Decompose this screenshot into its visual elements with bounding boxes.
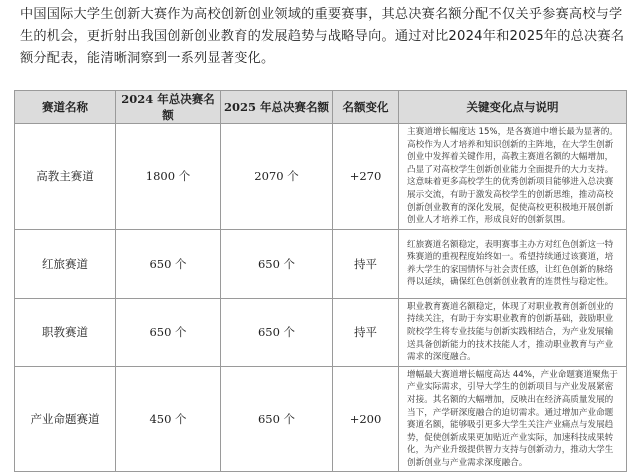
change-note: 职业教育赛道名额稳定，体现了对职业教育创新创业的持续关注，有助于夯实职业教育的创新基础，鼓励职业院校学生将专业技能与创新实践相结合，为产业发展输送具备创新能力的技术技能人才，推动职业教育与产业需求的深度融合。 <box>399 298 627 366</box>
header-key-notes: 关键变化点与说明 <box>399 91 627 124</box>
intro-paragraph: 中国国际大学生创新大赛作为高校创新创业领域的重要赛事，其总决赛名额分配不仅关乎参赛高校与学生的机会，更折射出我国创新创业教育的发展趋势与战略导向。通过对比2024年和2025年的总决赛名额分配表，能清晰洞察到一系列显著变化。 <box>20 7 625 66</box>
table-row <box>15 124 627 230</box>
quota-2025: 650 个 <box>221 366 333 472</box>
change-note: 红旅赛道名额稳定，表明赛事主办方对红色创新这一特殊赛道的重视程度始终如一。希望持续通过该赛道，培养大学生的家国情怀与社会责任感，让红色创新的脉络得以延续，确保红色创新创业教育的连贯性与稳定性。 <box>399 229 627 298</box>
change-note: 主赛道增长幅度达 15%，是各赛道中增长最为显著的。高校作为人才培养和知识创新的主阵地，在大学生创新创业中发挥着关键作用，高教主赛道名额的大幅增加，凸显了对高校学生创新创业能力全面提升的大力支持。这意味着更多高校学生的优秀创新项目能够进入总决赛展示交流，有助于激发高校学生的创新思维，推动高校创新创业教育的深化发展，促使高校更积极地开展创新创业人才培养工作，形成良好的创新氛围。 <box>399 124 627 230</box>
header-quota-change: 名额变化 <box>333 91 399 124</box>
quota-change: +200 <box>333 366 399 472</box>
quota-2025: 2070 个 <box>221 124 333 230</box>
quota-change: +270 <box>333 124 399 230</box>
quota-change: 持平 <box>333 298 399 366</box>
header-track-name: 赛道名称 <box>15 91 116 124</box>
track-name: 高教主赛道 <box>15 124 116 230</box>
quota-2025: 650 个 <box>221 229 333 298</box>
quota-2024: 450 个 <box>116 366 221 472</box>
table-header-row <box>15 91 627 124</box>
table-row <box>15 298 627 366</box>
header-quota-2024: 2024 年总决赛名额 <box>116 91 221 124</box>
table-row <box>15 229 627 298</box>
table-row <box>15 366 627 472</box>
track-name: 红旅赛道 <box>15 229 116 298</box>
track-name: 职教赛道 <box>15 298 116 366</box>
quota-2024: 650 个 <box>116 298 221 366</box>
quota-change: 持平 <box>333 229 399 298</box>
quota-2024: 650 个 <box>116 229 221 298</box>
track-name: 产业命题赛道 <box>15 366 116 472</box>
header-quota-2025: 2025 年总决赛名额 <box>221 91 333 124</box>
quota-2024: 1800 个 <box>116 124 221 230</box>
quota-2025: 650 个 <box>221 298 333 366</box>
change-note: 增幅最大赛道增长幅度高达 44%，产业命题赛道聚焦于产业实际需求，引导大学生的创新项目与产业发展紧密对接。其名额的大幅增加，反映出在经济高质量发展的当下，产学研深度融合的迫切需求。通过增加产业命题赛道名额，能够吸引更多大学生关注产业痛点与发展趋势，促使创新成果更加贴近产业实际，加速科技成果转化，为产业升级提供智力支持与创新动力，推动大学生创新创业与产业需求深度融合。 <box>399 366 627 472</box>
quota-comparison-table <box>14 90 627 472</box>
